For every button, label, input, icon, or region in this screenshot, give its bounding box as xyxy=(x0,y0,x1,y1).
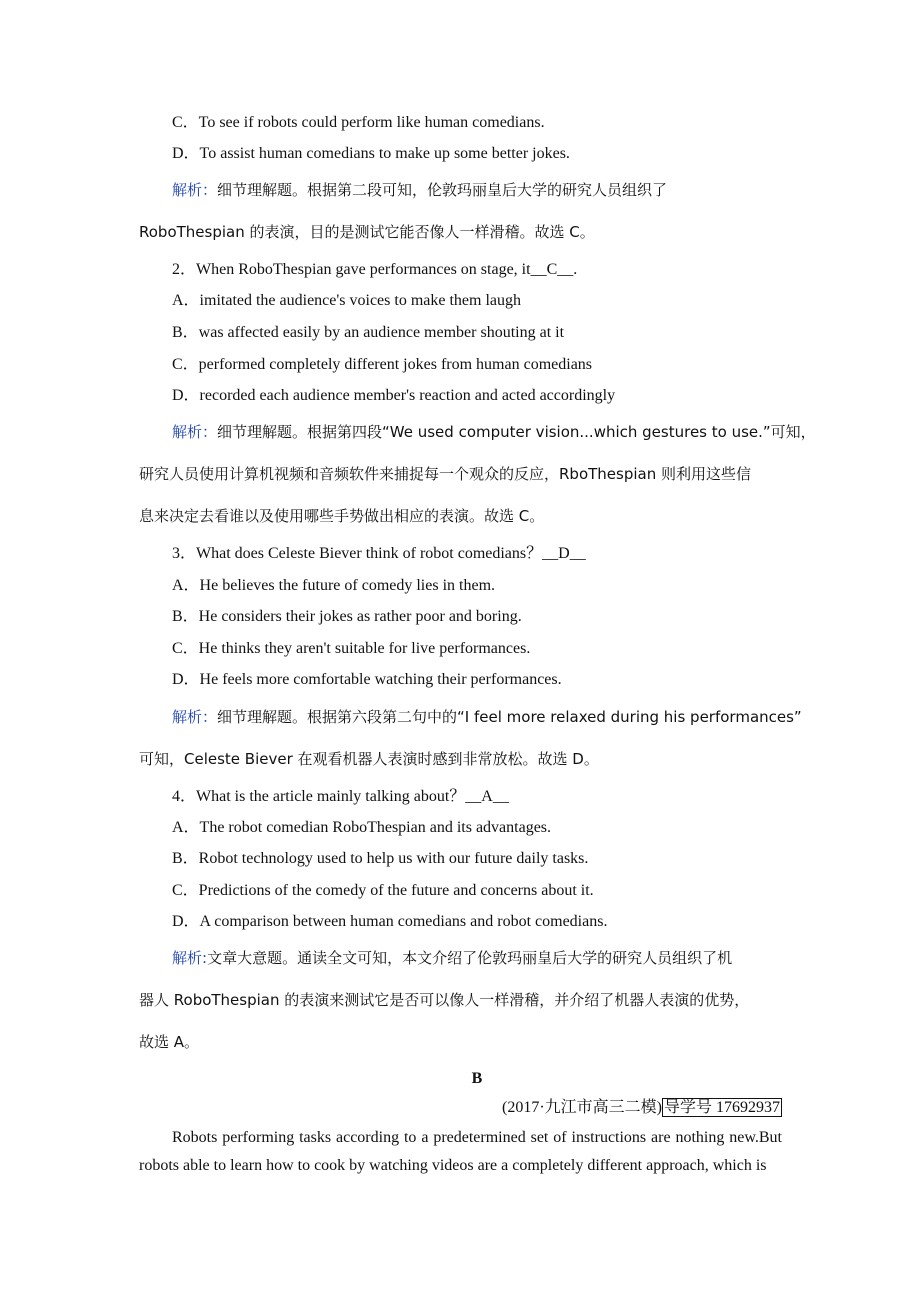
analysis-label: 解析: xyxy=(172,949,208,967)
q2-option-c: C．performed completely different jokes from human comedians xyxy=(172,356,593,373)
analysis-label: 解析： xyxy=(172,181,218,199)
q2-option-a: A．imitated the audience's voices to make them laugh xyxy=(172,292,522,309)
q4-analysis-line2: 器人 RoboThespian 的表演来测试它是否可以像人一样滑稽，并介绍了机器人表演的优势， xyxy=(139,991,750,1009)
q2-option-b: B．was affected easily by an audience member shouting at it xyxy=(172,324,565,341)
q1-analysis-text: 细节理解题。根据第二段可知，伦敦玛丽皇后大学的研究人员组织了 xyxy=(217,181,668,199)
q3-analysis-line2: 可知，Celeste Biever 在观看机器人表演时感到非常放松。故选 D。 xyxy=(139,750,599,768)
source-line xyxy=(502,1097,782,1119)
q1-analysis-line1 xyxy=(172,179,667,201)
q2-option-d: D．recorded each audience member's reaction and acted accordingly xyxy=(172,387,616,404)
passage-paragraph: Robots performing tasks according to a predetermined set of instructions are nothing new.But robots able to learn how to cook by watching videos are a completely different approach, which is xyxy=(139,1129,782,1174)
q2-analysis-line1 xyxy=(172,421,816,443)
q3-analysis-line1 xyxy=(172,706,802,728)
q4-stem xyxy=(172,786,509,808)
section-heading: B xyxy=(471,1070,483,1087)
q1-option-d: D．To assist human comedians to make up some better jokes. xyxy=(172,145,570,162)
q3-option-b: B．He considers their jokes as rather poor and boring. xyxy=(172,608,522,625)
q3-stem-text: 3．What does Celeste Biever think of robot comedians？ xyxy=(172,545,543,562)
q2-analysis-line2: 研究人员使用计算机视频和音频软件来捕捉每一个观众的反应，RboThespian 则利用这些信 xyxy=(139,465,751,483)
q2-answer: __C__ xyxy=(530,261,574,278)
q4-analysis-text: 文章大意题。通读全文可知，本文介绍了伦敦玛丽皇后大学的研究人员组织了机 xyxy=(207,949,733,967)
q2-analysis-text: 细节理解题。根据第四段“We used computer vision...which gestures to use.”可知， xyxy=(217,423,816,441)
q4-option-a: A．The robot comedian RoboThespian and its advantages. xyxy=(172,819,552,836)
q4-option-c: C．Predictions of the comedy of the future and concerns about it. xyxy=(172,882,594,899)
q3-stem xyxy=(172,543,586,565)
q2-stem-text: 2．When RoboThespian gave performances on stage, it xyxy=(172,261,531,278)
q1-analysis-line2: RoboThespian 的表演，目的是测试它能否像人一样滑稽。故选 C。 xyxy=(139,223,595,241)
q4-answer: __A__ xyxy=(465,788,509,805)
q2-stem xyxy=(172,259,577,281)
q3-option-d: D．He feels more comfortable watching their performances. xyxy=(172,671,562,688)
q2-stem-suffix: . xyxy=(573,261,578,278)
q3-answer: __D__ xyxy=(542,545,586,562)
q4-option-b: B．Robot technology used to help us with our future daily tasks. xyxy=(172,850,589,867)
q4-stem-text: 4．What is the article mainly talking about？ xyxy=(172,788,466,805)
source-text: (2017·九江市高三二模) xyxy=(501,1099,662,1116)
analysis-label: 解析： xyxy=(172,708,218,726)
q4-analysis-line1 xyxy=(172,947,732,969)
q1-option-c: C．To see if robots could perform like human comedians. xyxy=(172,114,545,131)
q3-option-a: A．He believes the future of comedy lies in them. xyxy=(172,577,496,594)
guide-number-box: 导学号 17692937 xyxy=(663,1099,780,1116)
q4-option-d: D．A comparison between human comedians and robot comedians. xyxy=(172,913,608,930)
q4-analysis-line3: 故选 A。 xyxy=(139,1033,200,1051)
q2-analysis-line3: 息来决定去看谁以及使用哪些手势做出相应的表演。故选 C。 xyxy=(139,507,545,525)
q3-option-c: C．He thinks they aren't suitable for live performances. xyxy=(172,640,531,657)
q3-analysis-text: 细节理解题。根据第六段第二句中的“I feel more relaxed during his performances” xyxy=(217,708,802,726)
analysis-label: 解析： xyxy=(172,423,218,441)
